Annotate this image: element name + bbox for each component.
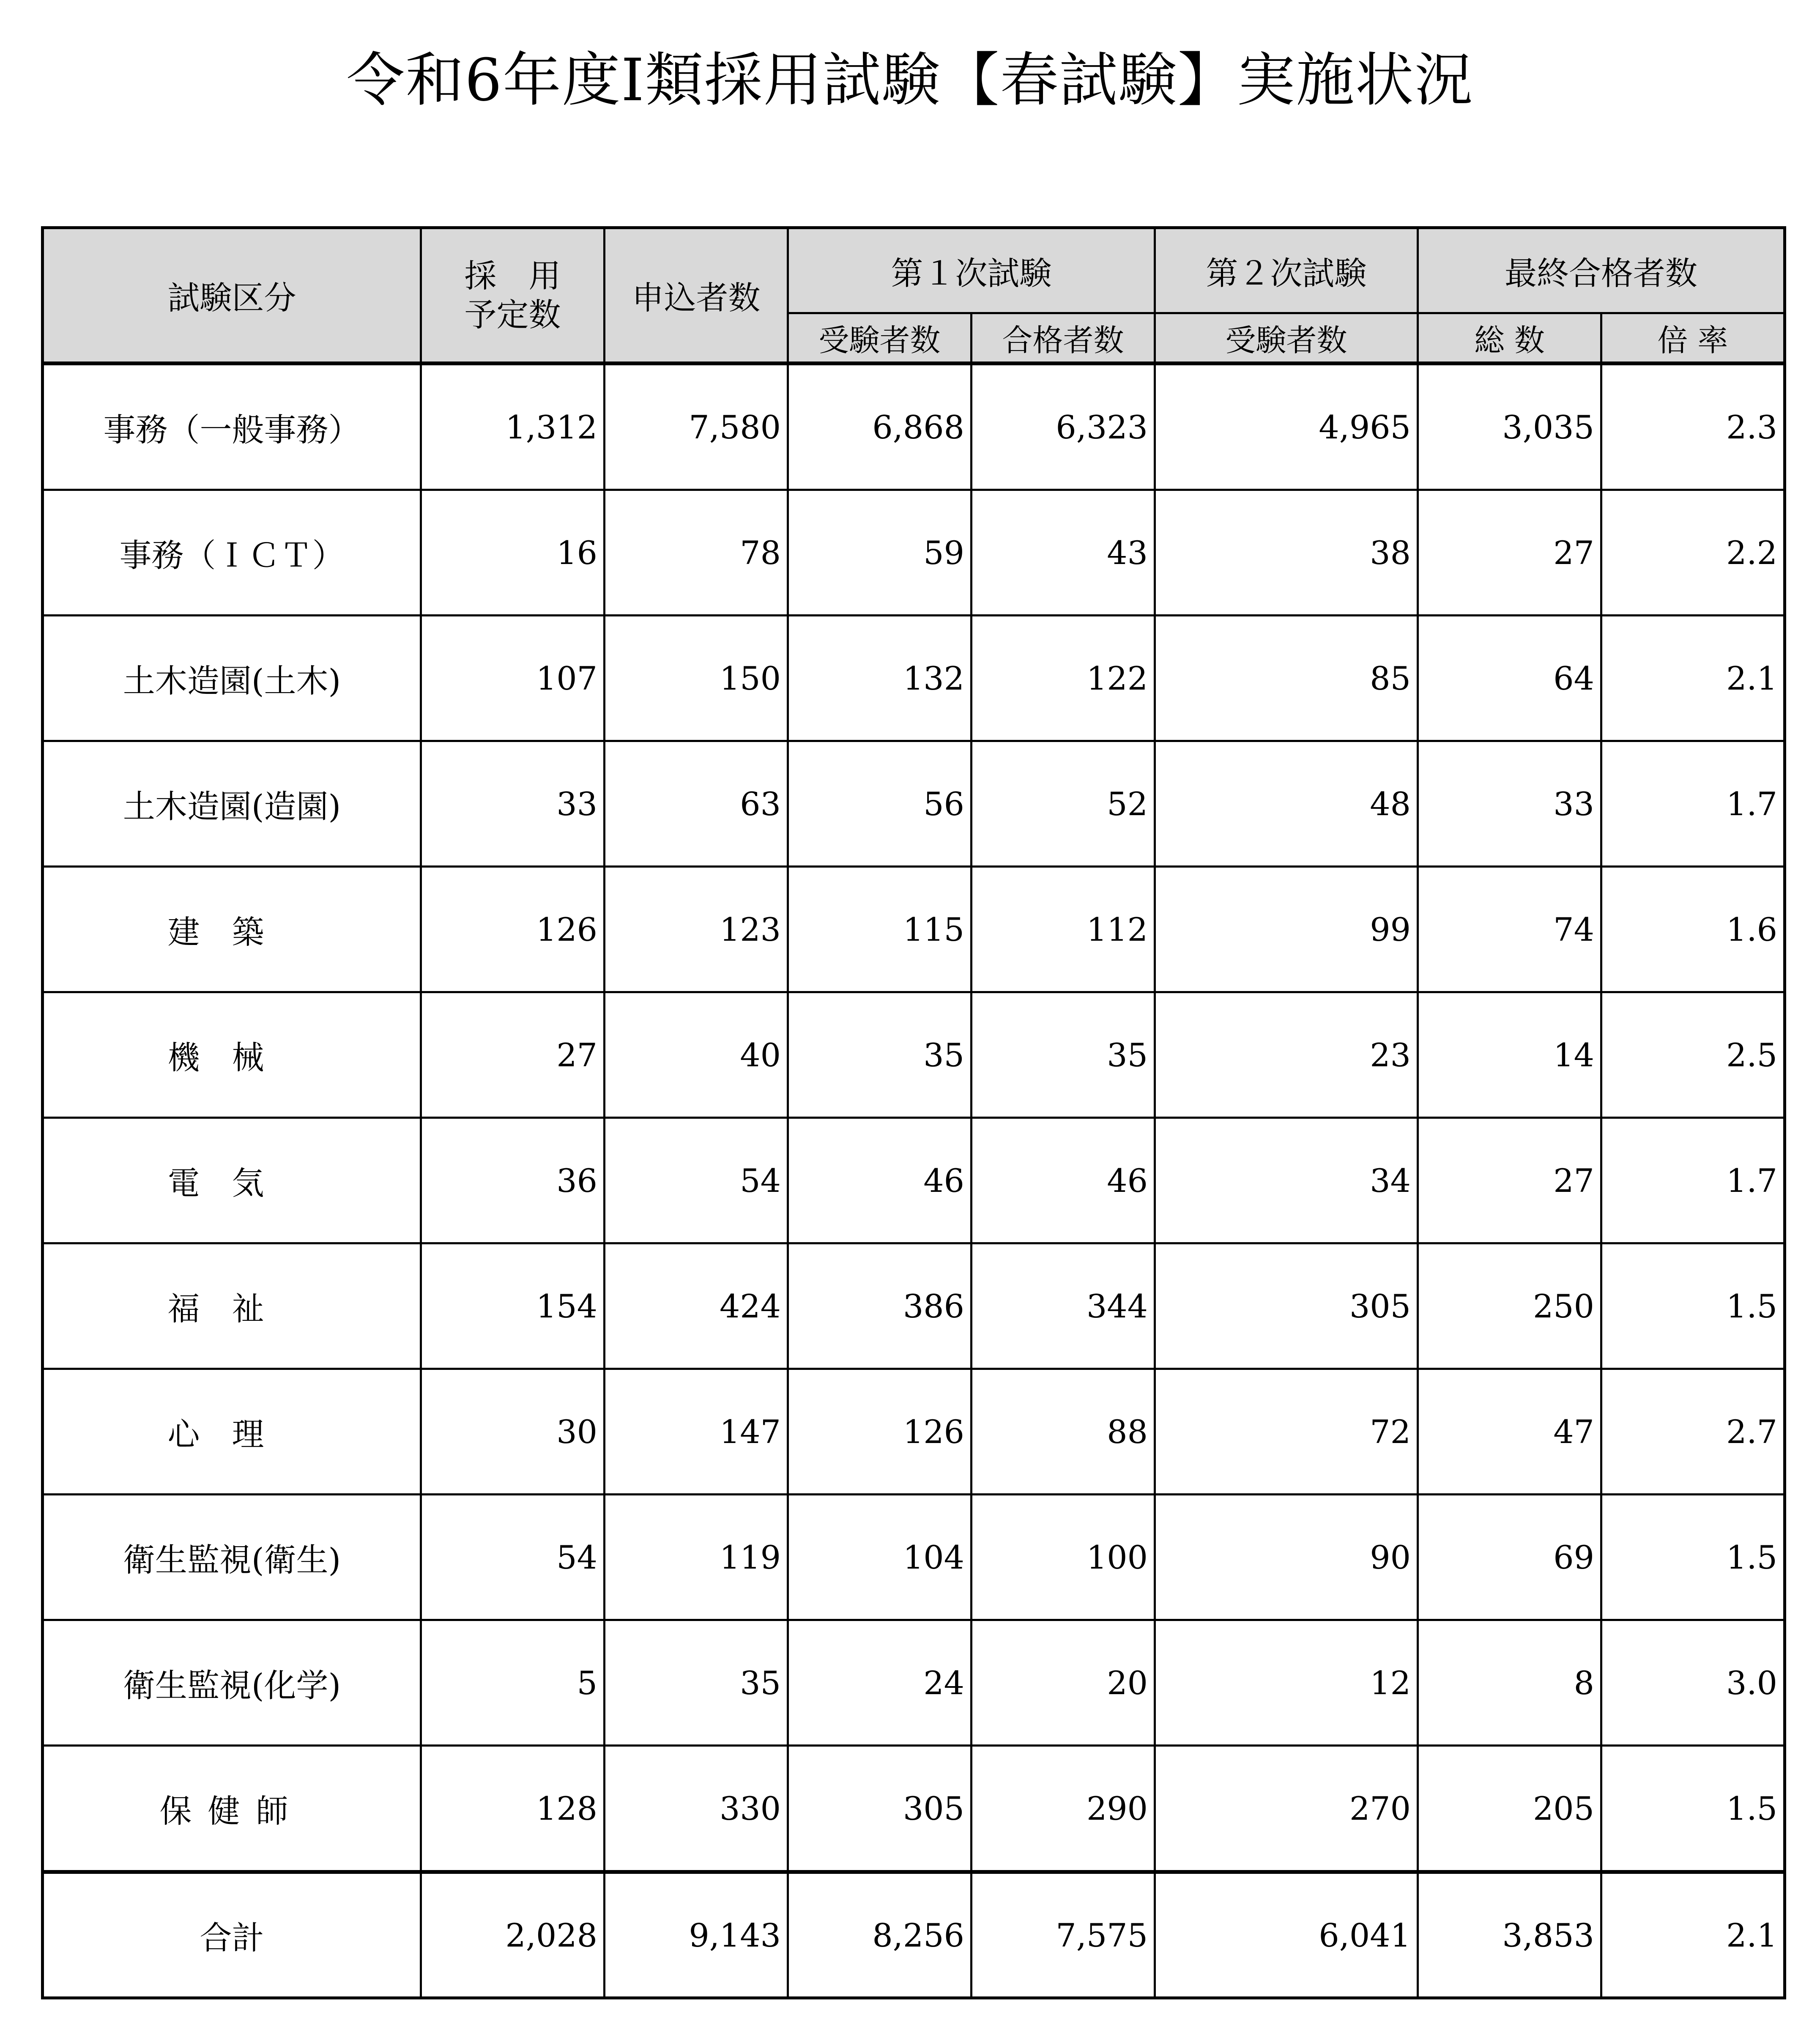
- table-row: [43, 1620, 1785, 1746]
- cell-final-total: 27: [1418, 490, 1601, 616]
- row-category: 土木造園(造園): [43, 741, 421, 867]
- cell-final-total: 27: [1418, 1118, 1601, 1243]
- cell-first-passers: 43: [972, 490, 1155, 616]
- header-category: 試験区分: [43, 228, 421, 364]
- table-row: [43, 867, 1785, 992]
- cell-ratio: 1.5: [1601, 1243, 1785, 1369]
- row-category: 保健師: [43, 1746, 421, 1872]
- total-ratio: 2.1: [1601, 1872, 1785, 1998]
- cell-second-examinees: 99: [1155, 867, 1418, 992]
- cell-planned: 30: [421, 1369, 605, 1495]
- row-category: 心理: [43, 1369, 421, 1495]
- cell-final-total: 8: [1418, 1620, 1601, 1746]
- table-row: [43, 490, 1785, 616]
- table-row: [43, 1243, 1785, 1369]
- total-first-examinees: 8,256: [788, 1872, 972, 1998]
- cell-first-passers: 46: [972, 1118, 1155, 1243]
- cell-planned: 5: [421, 1620, 605, 1746]
- cell-final-total: 64: [1418, 616, 1601, 741]
- total-second-examinees: 6,041: [1155, 1872, 1418, 1998]
- header-first-examinees: 受験者数: [788, 313, 972, 364]
- cell-planned: 27: [421, 992, 605, 1118]
- header-second-examinees: 受験者数: [1155, 313, 1418, 364]
- cell-planned: 126: [421, 867, 605, 992]
- cell-planned: 107: [421, 616, 605, 741]
- cell-second-examinees: 48: [1155, 741, 1418, 867]
- header-final-total: 総 数: [1418, 313, 1601, 364]
- cell-second-examinees: 34: [1155, 1118, 1418, 1243]
- row-category: 建築: [43, 867, 421, 992]
- cell-first-examinees: 126: [788, 1369, 972, 1495]
- cell-planned: 1,312: [421, 364, 605, 490]
- cell-ratio: 2.2: [1601, 490, 1785, 616]
- cell-first-passers: 100: [972, 1495, 1155, 1620]
- cell-first-examinees: 132: [788, 616, 972, 741]
- row-category: 機械: [43, 992, 421, 1118]
- cell-ratio: 1.5: [1601, 1746, 1785, 1872]
- cell-second-examinees: 305: [1155, 1243, 1418, 1369]
- header-applicants: 申込者数: [605, 228, 788, 364]
- cell-ratio: 3.0: [1601, 1620, 1785, 1746]
- cell-ratio: 1.7: [1601, 741, 1785, 867]
- cell-first-passers: 112: [972, 867, 1155, 992]
- cell-planned: 154: [421, 1243, 605, 1369]
- cell-first-examinees: 305: [788, 1746, 972, 1872]
- cell-ratio: 2.5: [1601, 992, 1785, 1118]
- cell-first-examinees: 46: [788, 1118, 972, 1243]
- cell-applicants: 54: [605, 1118, 788, 1243]
- exam-results-table: [41, 226, 1786, 1999]
- cell-first-passers: 6,323: [972, 364, 1155, 490]
- cell-final-total: 74: [1418, 867, 1601, 992]
- cell-ratio: 1.6: [1601, 867, 1785, 992]
- cell-planned: 36: [421, 1118, 605, 1243]
- cell-first-passers: 290: [972, 1746, 1155, 1872]
- total-final-total: 3,853: [1418, 1872, 1601, 1998]
- cell-second-examinees: 85: [1155, 616, 1418, 741]
- cell-first-examinees: 386: [788, 1243, 972, 1369]
- cell-first-examinees: 24: [788, 1620, 972, 1746]
- table-header: [43, 228, 1785, 364]
- cell-first-passers: 88: [972, 1369, 1155, 1495]
- cell-first-passers: 122: [972, 616, 1155, 741]
- table-row: [43, 616, 1785, 741]
- cell-ratio: 1.7: [1601, 1118, 1785, 1243]
- header-planned: [421, 228, 605, 364]
- cell-ratio: 1.5: [1601, 1495, 1785, 1620]
- header-second-exam: 第２次試験: [1155, 228, 1418, 313]
- total-label: 合計: [43, 1872, 421, 1998]
- cell-second-examinees: 72: [1155, 1369, 1418, 1495]
- cell-applicants: 35: [605, 1620, 788, 1746]
- cell-ratio: 2.7: [1601, 1369, 1785, 1495]
- header-final-ratio: 倍 率: [1601, 313, 1785, 364]
- header-planned-line2: 予定数: [464, 296, 561, 334]
- cell-final-total: 14: [1418, 992, 1601, 1118]
- table-row: [43, 364, 1785, 490]
- cell-applicants: 78: [605, 490, 788, 616]
- table-row: [43, 1118, 1785, 1243]
- cell-first-examinees: 59: [788, 490, 972, 616]
- header-first-exam: 第１次試験: [788, 228, 1155, 313]
- cell-applicants: 147: [605, 1369, 788, 1495]
- cell-first-examinees: 6,868: [788, 364, 972, 490]
- cell-ratio: 2.1: [1601, 616, 1785, 741]
- cell-second-examinees: 12: [1155, 1620, 1418, 1746]
- cell-second-examinees: 270: [1155, 1746, 1418, 1872]
- cell-applicants: 63: [605, 741, 788, 867]
- cell-first-examinees: 56: [788, 741, 972, 867]
- table-row: [43, 1746, 1785, 1872]
- cell-applicants: 123: [605, 867, 788, 992]
- row-category: 事務（ＩＣＴ）: [43, 490, 421, 616]
- cell-planned: 54: [421, 1495, 605, 1620]
- cell-first-passers: 35: [972, 992, 1155, 1118]
- total-row: [43, 1872, 1785, 1998]
- row-category: 衛生監視(化学): [43, 1620, 421, 1746]
- cell-final-total: 3,035: [1418, 364, 1601, 490]
- table-row: [43, 1369, 1785, 1495]
- table-row: [43, 992, 1785, 1118]
- table-row: [43, 741, 1785, 867]
- header-final-pass: 最終合格者数: [1418, 228, 1785, 313]
- cell-applicants: 119: [605, 1495, 788, 1620]
- cell-applicants: 330: [605, 1746, 788, 1872]
- cell-planned: 128: [421, 1746, 605, 1872]
- cell-first-passers: 52: [972, 741, 1155, 867]
- cell-applicants: 424: [605, 1243, 788, 1369]
- cell-second-examinees: 4,965: [1155, 364, 1418, 490]
- row-category: 衛生監視(衛生): [43, 1495, 421, 1620]
- cell-final-total: 250: [1418, 1243, 1601, 1369]
- cell-final-total: 47: [1418, 1369, 1601, 1495]
- cell-first-examinees: 115: [788, 867, 972, 992]
- cell-applicants: 150: [605, 616, 788, 741]
- total-planned: 2,028: [421, 1872, 605, 1998]
- row-category: 福祉: [43, 1243, 421, 1369]
- cell-second-examinees: 38: [1155, 490, 1418, 616]
- page-title: 令和6年度Ⅰ類採用試験【春試験】実施状況: [346, 46, 1474, 114]
- cell-second-examinees: 23: [1155, 992, 1418, 1118]
- cell-final-total: 69: [1418, 1495, 1601, 1620]
- cell-ratio: 2.3: [1601, 364, 1785, 490]
- row-category: 事務（一般事務）: [43, 364, 421, 490]
- row-category: 土木造園(土木): [43, 616, 421, 741]
- cell-planned: 16: [421, 490, 605, 616]
- total-first-passers: 7,575: [972, 1872, 1155, 1998]
- cell-first-examinees: 35: [788, 992, 972, 1118]
- row-category: 電気: [43, 1118, 421, 1243]
- cell-final-total: 33: [1418, 741, 1601, 867]
- header-first-passers: 合格者数: [972, 313, 1155, 364]
- cell-applicants: 7,580: [605, 364, 788, 490]
- table-body: [43, 364, 1785, 1998]
- header-planned-line1: 採 用: [464, 257, 561, 295]
- cell-first-passers: 344: [972, 1243, 1155, 1369]
- cell-planned: 33: [421, 741, 605, 867]
- cell-applicants: 40: [605, 992, 788, 1118]
- cell-first-passers: 20: [972, 1620, 1155, 1746]
- cell-second-examinees: 90: [1155, 1495, 1418, 1620]
- table-row: [43, 1495, 1785, 1620]
- cell-first-examinees: 104: [788, 1495, 972, 1620]
- cell-final-total: 205: [1418, 1746, 1601, 1872]
- total-applicants: 9,143: [605, 1872, 788, 1998]
